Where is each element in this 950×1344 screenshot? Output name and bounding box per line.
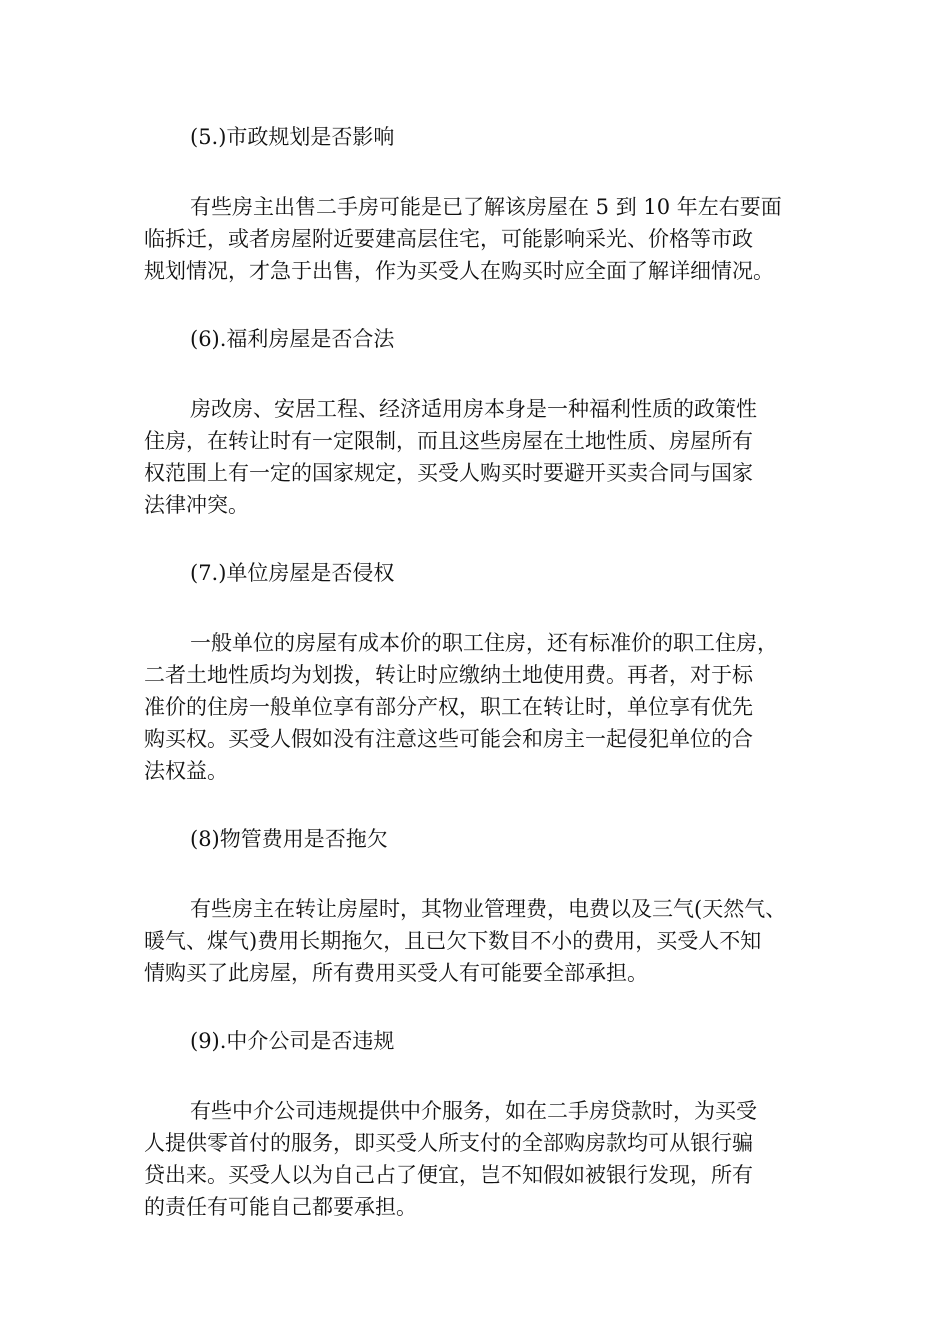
section-heading: (5.)市政规划是否影响 bbox=[190, 125, 395, 149]
section-heading: (6).福利房屋是否合法 bbox=[190, 327, 395, 351]
section-heading: (9).中介公司是否违规 bbox=[190, 1029, 395, 1053]
section-heading: (7.)单位房屋是否侵权 bbox=[190, 561, 395, 585]
paragraph-line: 法律冲突。 bbox=[144, 493, 249, 517]
paragraph-line: 一般单位的房屋有成本价的职工住房，还有标准价的职工住房， bbox=[190, 631, 778, 655]
section-paragraph bbox=[144, 191, 814, 287]
paragraph-line: 住房，在转让时有一定限制，而且这些房屋在土地性质、房屋所有 bbox=[144, 429, 753, 453]
section-paragraph bbox=[144, 893, 814, 989]
section-paragraph bbox=[144, 627, 814, 787]
paragraph-line: 临拆迁，或者房屋附近要建高层住宅，可能影响采光、价格等市政 bbox=[144, 227, 753, 251]
paragraph-line: 有些房主在转让房屋时，其物业管理费，电费以及三气(天然气、 bbox=[190, 897, 787, 921]
paragraph-line: 准价的住房一般单位享有部分产权，职工在转让时，单位享有优先 bbox=[144, 695, 753, 719]
paragraph-line: 暖气、煤气)费用长期拖欠，且已欠下数目不小的费用，买受人不知 bbox=[144, 929, 762, 953]
section-7 bbox=[144, 558, 814, 787]
section-6 bbox=[144, 324, 814, 521]
document-body bbox=[144, 122, 814, 1260]
paragraph-line: 有些中介公司违规提供中介服务，如在二手房贷款时，为买受 bbox=[190, 1099, 757, 1123]
paragraph-line: 贷出来。买受人以为自己占了便宜，岂不知假如被银行发现，所有 bbox=[144, 1163, 753, 1187]
paragraph-line: 法权益。 bbox=[144, 759, 228, 783]
paragraph-line: 规划情况，才急于出售，作为买受人在购买时应全面了解详细情况。 bbox=[144, 259, 774, 283]
paragraph-line: 人提供零首付的服务，即买受人所支付的全部购房款均可从银行骗 bbox=[144, 1131, 753, 1155]
paragraph-line: 二者土地性质均为划拨，转让时应缴纳土地使用费。再者，对于标 bbox=[144, 663, 753, 687]
paragraph-line: 有些房主出售二手房可能是已了解该房屋在 5 到 10 年左右要面 bbox=[190, 195, 782, 219]
section-8 bbox=[144, 824, 814, 989]
section-paragraph bbox=[144, 393, 814, 521]
section-paragraph bbox=[144, 1095, 814, 1223]
paragraph-line: 房改房、安居工程、经济适用房本身是一种福利性质的政策性 bbox=[190, 397, 757, 421]
section-9 bbox=[144, 1026, 814, 1223]
paragraph-line: 购买权。买受人假如没有注意这些可能会和房主一起侵犯单位的合 bbox=[144, 727, 753, 751]
paragraph-line: 的责任有可能自己都要承担。 bbox=[144, 1195, 417, 1219]
section-heading: (8)物管费用是否拖欠 bbox=[190, 827, 388, 851]
paragraph-line: 权范围上有一定的国家规定，买受人购买时要避开买卖合同与国家 bbox=[144, 461, 753, 485]
section-5 bbox=[144, 122, 814, 287]
paragraph-line: 情购买了此房屋，所有费用买受人有可能要全部承担。 bbox=[144, 961, 648, 985]
